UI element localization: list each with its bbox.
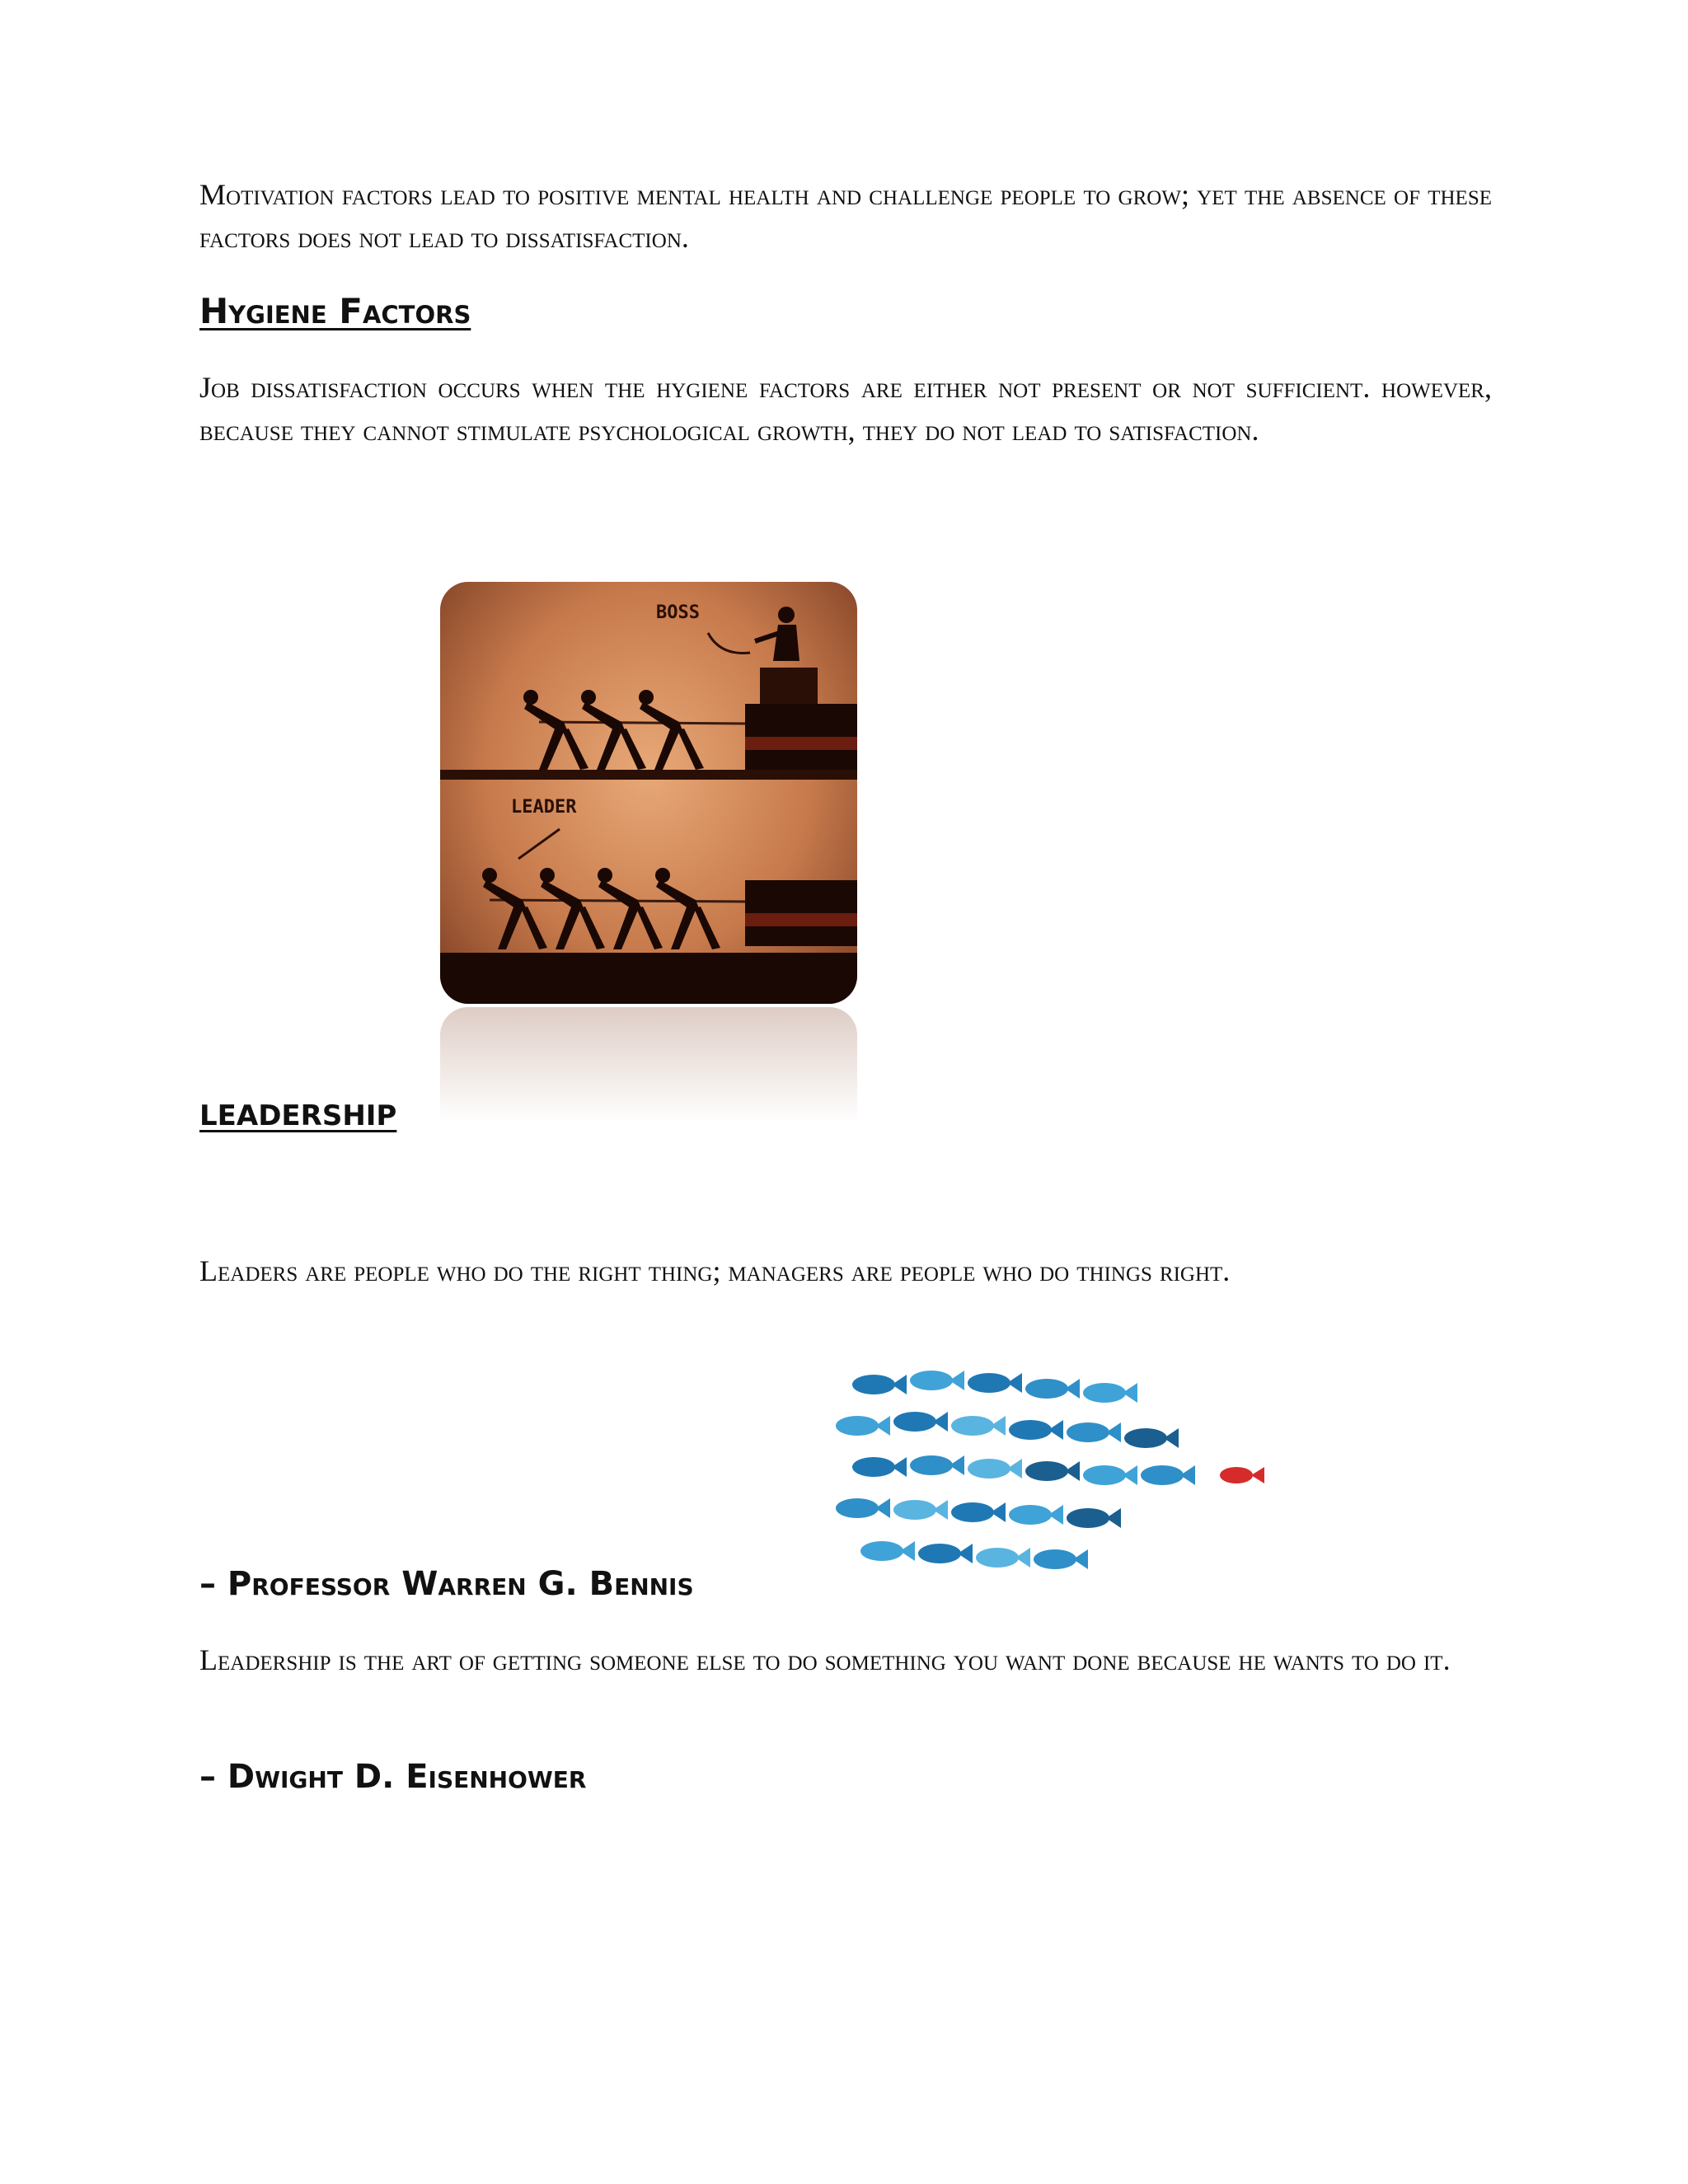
leadership-heading: LEADERSHIP [199,1099,397,1132]
leader-label: LEADER [511,797,577,818]
hygiene-paragraph: Job dissatisfaction occurs when the hygiene factors are either not present or not sufficient. however, because they cannot stimulate psychological growth, they do not lead to satisfaction. [199,371,1492,447]
fish-school-illustration [832,1360,1294,1607]
illustration-reflection [440,1007,857,1122]
bennis-quote: Leaders are people who do the right thing; managers are people who do things right. [199,1254,1231,1287]
boss-vs-leader-illustration [440,582,857,1004]
hygiene-factors-heading: Hygiene Factors [199,291,471,331]
eisenhower-attribution: – Dwight D. Eisenhower [199,1758,587,1796]
eisenhower-quote: Leadership is the art of getting someone else to do something you want done because he wants to do it. [199,1643,1451,1676]
leader-fish-icon [1220,1467,1264,1483]
bennis-attribution: – Professor Warren G. Bennis [199,1565,694,1603]
motivation-paragraph: Motivation factors lead to positive mental health and challenge people to grow; yet the absence of these factors does not lead to dissatisfaction. [199,178,1492,254]
boss-label: BOSS [656,602,700,623]
